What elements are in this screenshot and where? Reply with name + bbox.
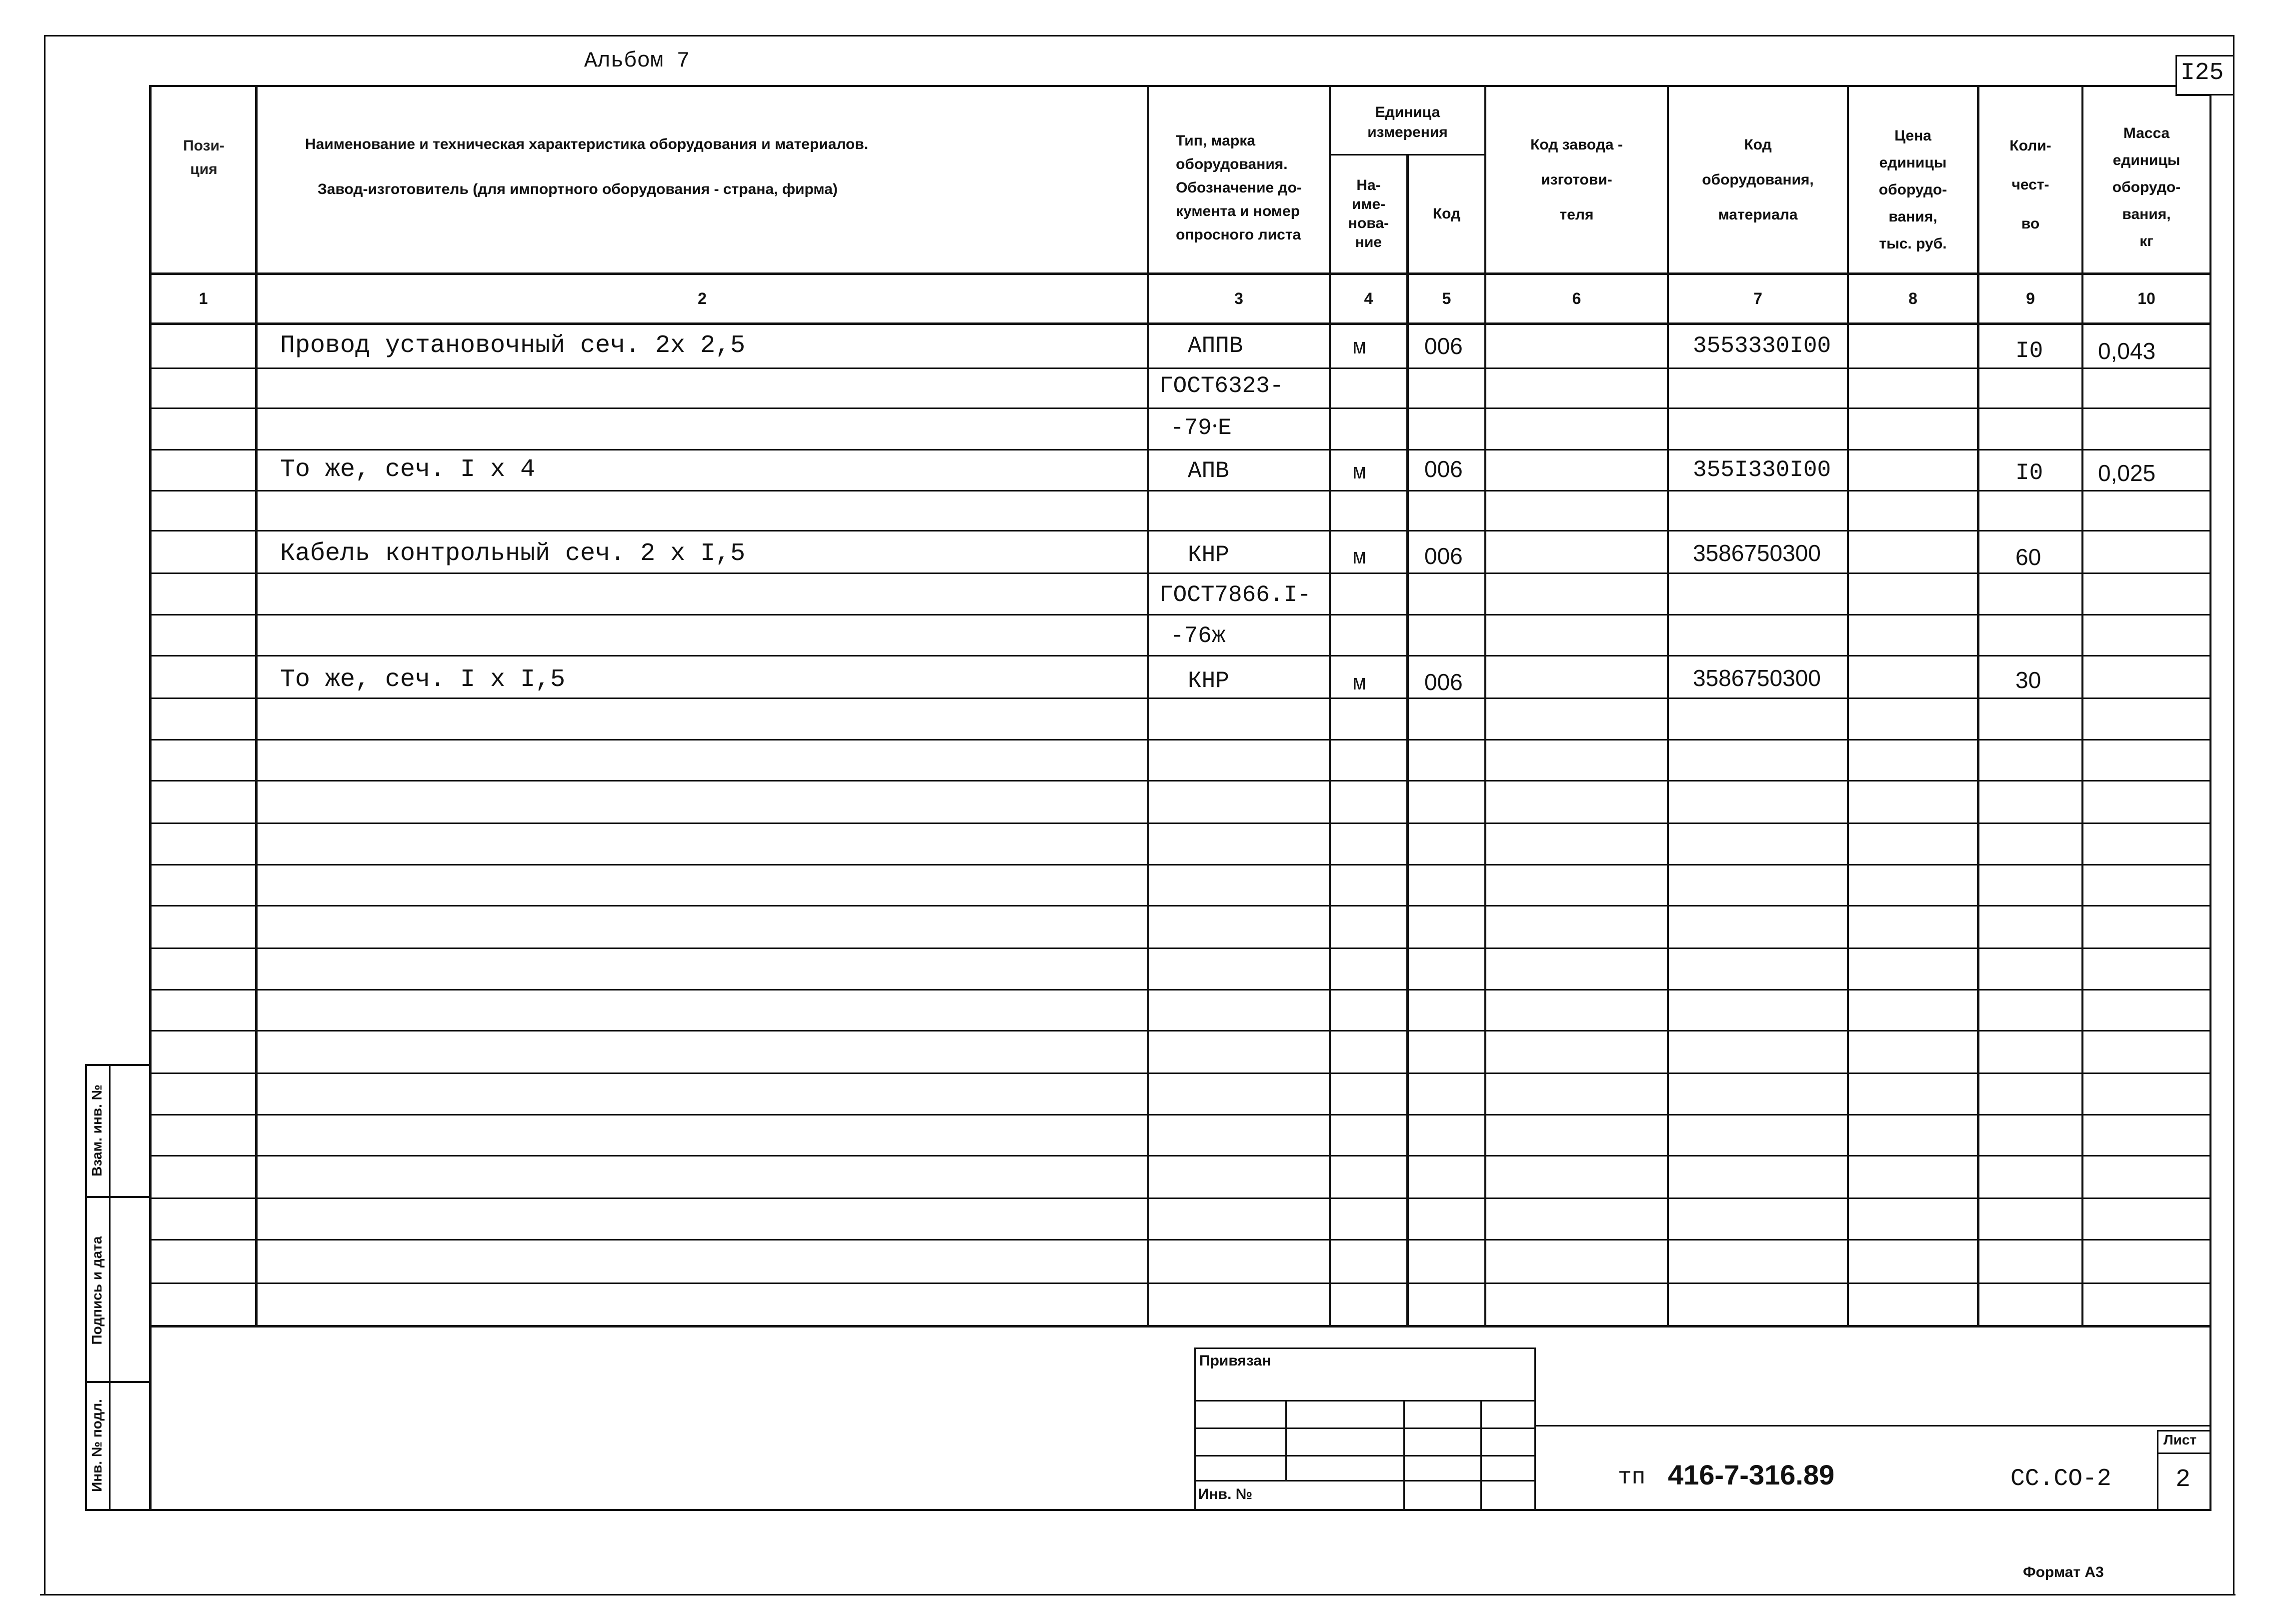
- row9-unit: м: [1353, 672, 1366, 696]
- stamp-tp-number: 416-7-316.89: [1668, 1459, 1835, 1490]
- col-number-2: 2: [698, 290, 707, 308]
- side-label-inv: Инв. № подл.: [89, 1399, 105, 1492]
- row6-type: КНР: [1188, 542, 1229, 568]
- col-number-7: 7: [1753, 290, 1762, 308]
- stamp-tp-prefix: тп: [1618, 1464, 1646, 1490]
- stamp-list-label: Лист: [2163, 1432, 2197, 1448]
- header-name-line2: Завод-изготовитель (для импортного оборудования - страна, фирма): [318, 181, 838, 198]
- row4-unit-code: 006: [1424, 456, 1463, 482]
- stamp-list-value: 2: [2175, 1466, 2191, 1494]
- row9-name: То же, сеч. I х I,5: [280, 666, 566, 694]
- row1-unit-code: 006: [1424, 333, 1463, 359]
- format-label: Формат А3: [2023, 1564, 2104, 1580]
- header-unit-name: На- име- нова- ние: [1348, 176, 1389, 250]
- col-number-8: 8: [1908, 290, 1917, 308]
- row1-unit: м: [1353, 336, 1366, 360]
- col-number-9: 9: [2026, 290, 2035, 308]
- row7-type: ГОСТ7866.I-: [1159, 582, 1311, 608]
- row6-unit-code: 006: [1424, 543, 1463, 569]
- side-label-podpis: Подпись и дата: [89, 1236, 105, 1345]
- row1-code: 3553330I00: [1693, 333, 1831, 359]
- col-number-5: 5: [1442, 290, 1451, 308]
- row3-type: -79⸱Е: [1170, 415, 1232, 441]
- stamp-privyazan-label: Привязан: [1199, 1352, 1271, 1369]
- header-position: Пози- ция: [183, 138, 225, 178]
- header-unit-group: Единица измерения: [1367, 104, 1448, 140]
- page-number: I25: [2180, 60, 2224, 86]
- header-type: Тип, марка оборудования. Обозначение до- кумента и номер опросного листа: [1176, 132, 1302, 243]
- row6-name: Кабель контрольный сеч. 2 х I,5: [280, 540, 746, 568]
- row4-name: То же, сеч. I х 4: [280, 456, 536, 484]
- header-name-line1: Наименование и техническая характеристика оборудования и материалов.: [305, 136, 869, 152]
- row9-unit-code: 006: [1424, 669, 1463, 695]
- row1-type: АППВ: [1188, 333, 1243, 359]
- row6-unit: м: [1353, 546, 1366, 570]
- row8-type: -76ж: [1170, 623, 1226, 649]
- side-label-vzam: Взам. инв. №: [89, 1084, 105, 1176]
- row1-qty: I0: [2015, 338, 2043, 364]
- row4-mass: 0,025: [2098, 460, 2156, 486]
- row9-qty: 30: [2015, 667, 2041, 693]
- col-number-1: 1: [199, 290, 208, 308]
- row4-unit: м: [1353, 460, 1366, 486]
- header-material-code: Код оборудования, материала: [1702, 136, 1814, 223]
- col-number-6: 6: [1572, 290, 1581, 308]
- row2-type: ГОСТ6323-: [1159, 373, 1284, 399]
- stamp-inv-label: Инв. №: [1198, 1486, 1253, 1502]
- row4-code: 355I330I00: [1693, 457, 1831, 483]
- row9-type: КНР: [1188, 668, 1229, 694]
- stamp-sheet-code: СС.СО-2: [2010, 1466, 2111, 1492]
- row1-mass: 0,043: [2098, 338, 2156, 364]
- row6-qty: 60: [2015, 544, 2041, 570]
- header-mass: Масса единицы оборудо- вания, кг: [2112, 125, 2181, 250]
- album-title: Альбом 7: [584, 48, 690, 74]
- row4-type: АПВ: [1188, 458, 1229, 484]
- row9-code: 3586750300: [1693, 665, 1821, 691]
- header-quantity: Коли- чест- во: [2009, 138, 2051, 232]
- col-number-3: 3: [1234, 290, 1243, 308]
- col-number-10: 10: [2137, 290, 2155, 308]
- row4-qty: I0: [2015, 460, 2043, 486]
- row1-name: Провод установочный сеч. 2х 2,5: [280, 332, 746, 360]
- col-number-4: 4: [1364, 290, 1373, 308]
- row6-code: 3586750300: [1693, 540, 1821, 566]
- header-unit-code: Код: [1432, 206, 1461, 222]
- header-price: Цена единицы оборудо- вания, тыс. руб.: [1878, 128, 1947, 252]
- header-factory-code: Код завода - изготови- теля: [1530, 136, 1623, 223]
